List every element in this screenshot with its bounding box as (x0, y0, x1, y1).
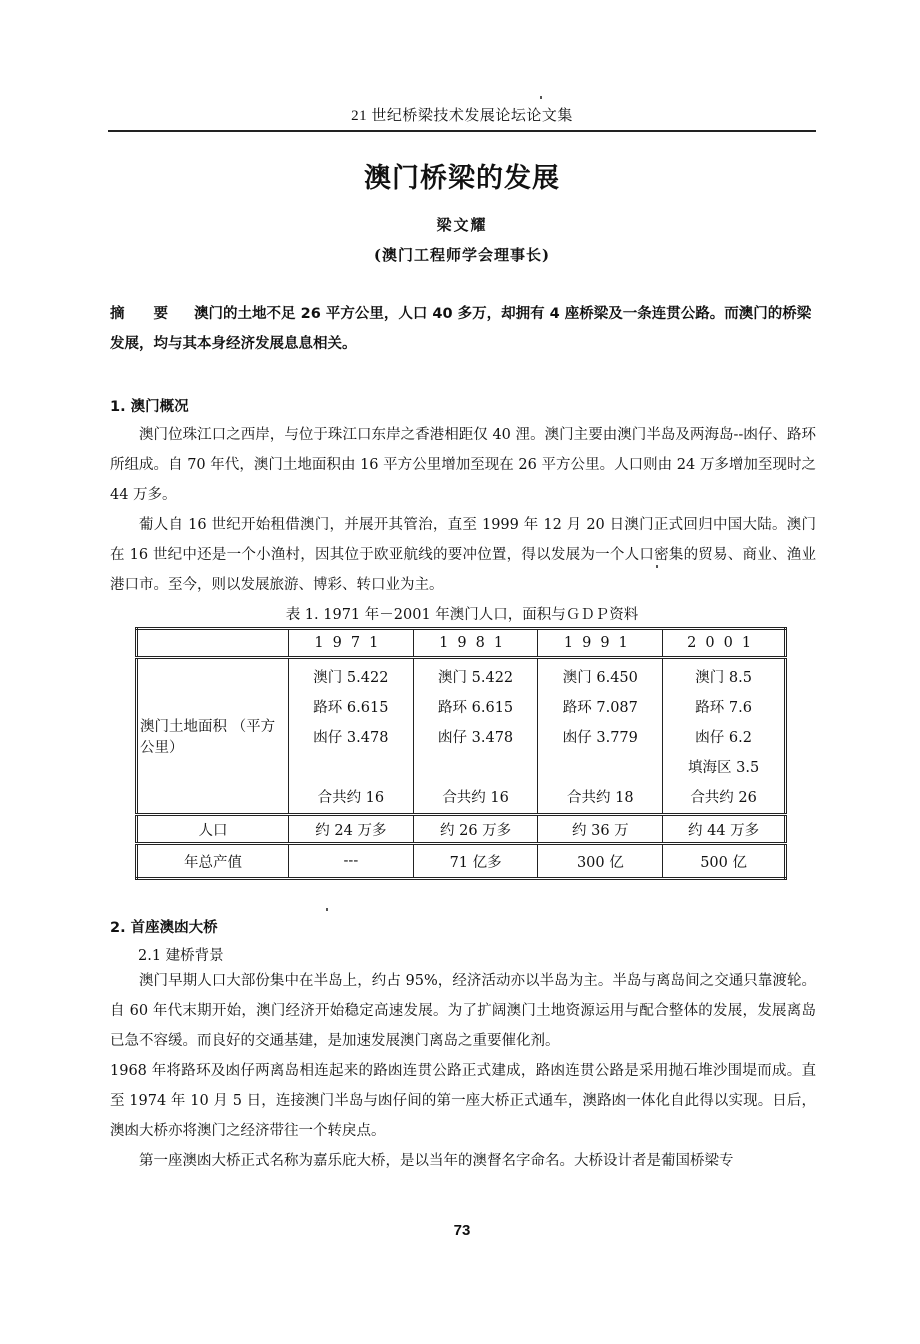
scan-speck (326, 908, 328, 911)
cell-line: 路环 7.087 (562, 700, 638, 716)
cell-line: 凼仔 3.478 (313, 730, 389, 746)
section-heading-2: 2. 首座澳凼大桥 (110, 920, 218, 936)
table-header-cell: 2001 (663, 629, 786, 658)
page-title: 澳门桥梁的发展 (364, 163, 560, 194)
paragraph: 1968 年将路环及凼仔两离岛相连起来的路凼连贯公路正式建成，路凼连贯公路是采用抛石堆沙围堤而成。直至 1974 年 10 月 5 日，连接澳门半岛与凼仔间的第一座大桥正式通车，澳路凼一体化自此得以实现。日后，澳凼大桥亦将澳门之经济带往一个转戾点。 (110, 1063, 816, 1139)
cell-line: 凼仔 3.779 (562, 730, 638, 746)
row-label-population: 人口 (137, 815, 289, 844)
cell-line (538, 753, 662, 783)
paragraph: 第一座澳凼大桥正式名称为嘉乐庇大桥，是以当年的澳督名字命名。大桥设计者是葡国桥梁专 (139, 1153, 734, 1169)
table-header-row (137, 629, 786, 658)
abstract-text: 澳门的土地不足 26 平方公里，人口 40 多万，却拥有 4 座桥梁及一条连贯公路。而澳门的桥梁发展，均与其本身经济发展息息相关。 (110, 306, 812, 352)
cell-line: 凼仔 6.2 (695, 730, 752, 746)
table-row-area (137, 658, 786, 815)
abstract-label: 摘 要 (110, 306, 181, 322)
running-header: 21 世纪桥梁技术发展论坛论文集 (351, 108, 573, 124)
paragraph: 澳门早期人口大部份集中在半岛上，约占 95%，经济活动亦以半岛为主。半岛与离岛间之交通只靠渡轮。自 60 年代末期开始，澳门经济开始稳定高速发展。为了扩阔澳门土地资源运用与配合整体的发展，发展离岛已急不容缓。而良好的交通基建，是加速发展澳门离岛之重要催化剂。 (110, 973, 816, 1049)
scan-speck (656, 565, 658, 568)
affiliation: (澳门工程师学会理事长) (373, 246, 551, 264)
cell-line: 填海区 3.5 (688, 760, 760, 776)
cell-line: 澳门 8.5 (695, 670, 752, 686)
cell-line: 合共约 26 (690, 790, 757, 806)
table-cell: 约 36 万 (538, 815, 663, 844)
table-header-cell: 1981 (413, 629, 538, 658)
table-cell: 约 26 万多 (413, 815, 538, 844)
row-label-gdp: 年总产值 (137, 844, 289, 879)
cell-line: 澳门 5.422 (438, 670, 514, 686)
table-cell: 300 亿 (538, 844, 663, 879)
table-cell: --- (289, 844, 414, 879)
cell-line: 澳门 6.450 (562, 670, 638, 686)
scan-speck (540, 96, 542, 99)
table-header-cell: 1991 (538, 629, 663, 658)
cell-line: 路环 6.615 (313, 700, 389, 716)
table-cell: 约 44 万多 (663, 815, 786, 844)
table-cell (538, 658, 663, 815)
cell-line: 合共约 16 (442, 790, 509, 806)
cell-line: 凼仔 3.478 (438, 730, 514, 746)
table-cell: 500 亿 (663, 844, 786, 879)
cell-line (289, 753, 413, 783)
table-row-gdp (137, 844, 786, 879)
table-row-population (137, 815, 786, 844)
cell-line: 路环 6.615 (438, 700, 514, 716)
section-heading-1: 1. 澳门概况 (110, 399, 189, 415)
cell-line: 合共约 18 (567, 790, 634, 806)
table-cell: 约 24 万多 (289, 815, 414, 844)
abstract (110, 299, 816, 359)
row-label-area: 澳门土地面积 （平方公里） (137, 658, 289, 815)
page-number: 73 (453, 1222, 471, 1239)
subsection-heading: 2.1 建桥背景 (138, 948, 224, 964)
cell-line: 澳门 5.422 (313, 670, 389, 686)
table-cell: 71 亿多 (413, 844, 538, 879)
table-cell (413, 658, 538, 815)
paragraph: 澳门位珠江口之西岸，与位于珠江口东岸之香港相距仅 40 浬。澳门主要由澳门半岛及两海岛--凼仔、路环所组成。自 70 年代，澳门土地面积由 16 平方公里增加至现在 26 平方公里。人口则由 24 万多增加至现时之 44 万多。 (110, 427, 816, 503)
table-header-cell (137, 629, 289, 658)
table-caption: 表 1. 1971 年－2001 年澳门人口，面积与ＧＤＰ资料 (285, 607, 639, 623)
cell-line: 合共约 16 (317, 790, 385, 806)
author: 梁文耀 (436, 216, 488, 234)
table-header-cell: 1971 (289, 629, 414, 658)
header-rule (108, 130, 816, 132)
table-cell (663, 658, 786, 815)
paragraph: 葡人自 16 世纪开始租借澳门，并展开其管治，直至 1999 年 12 月 20 日澳门正式回归中国大陆。澳门在 16 世纪中还是一个小渔村，因其位于欧亚航线的要冲位置，得以发展为一个人口密集的贸易、商业、渔业港口市。至今，则以发展旅游、博彩、转口业为主。 (110, 517, 816, 593)
table-cell (289, 658, 414, 815)
data-table (135, 627, 787, 880)
cell-line: 路环 7.6 (695, 700, 752, 716)
cell-line (414, 753, 538, 783)
